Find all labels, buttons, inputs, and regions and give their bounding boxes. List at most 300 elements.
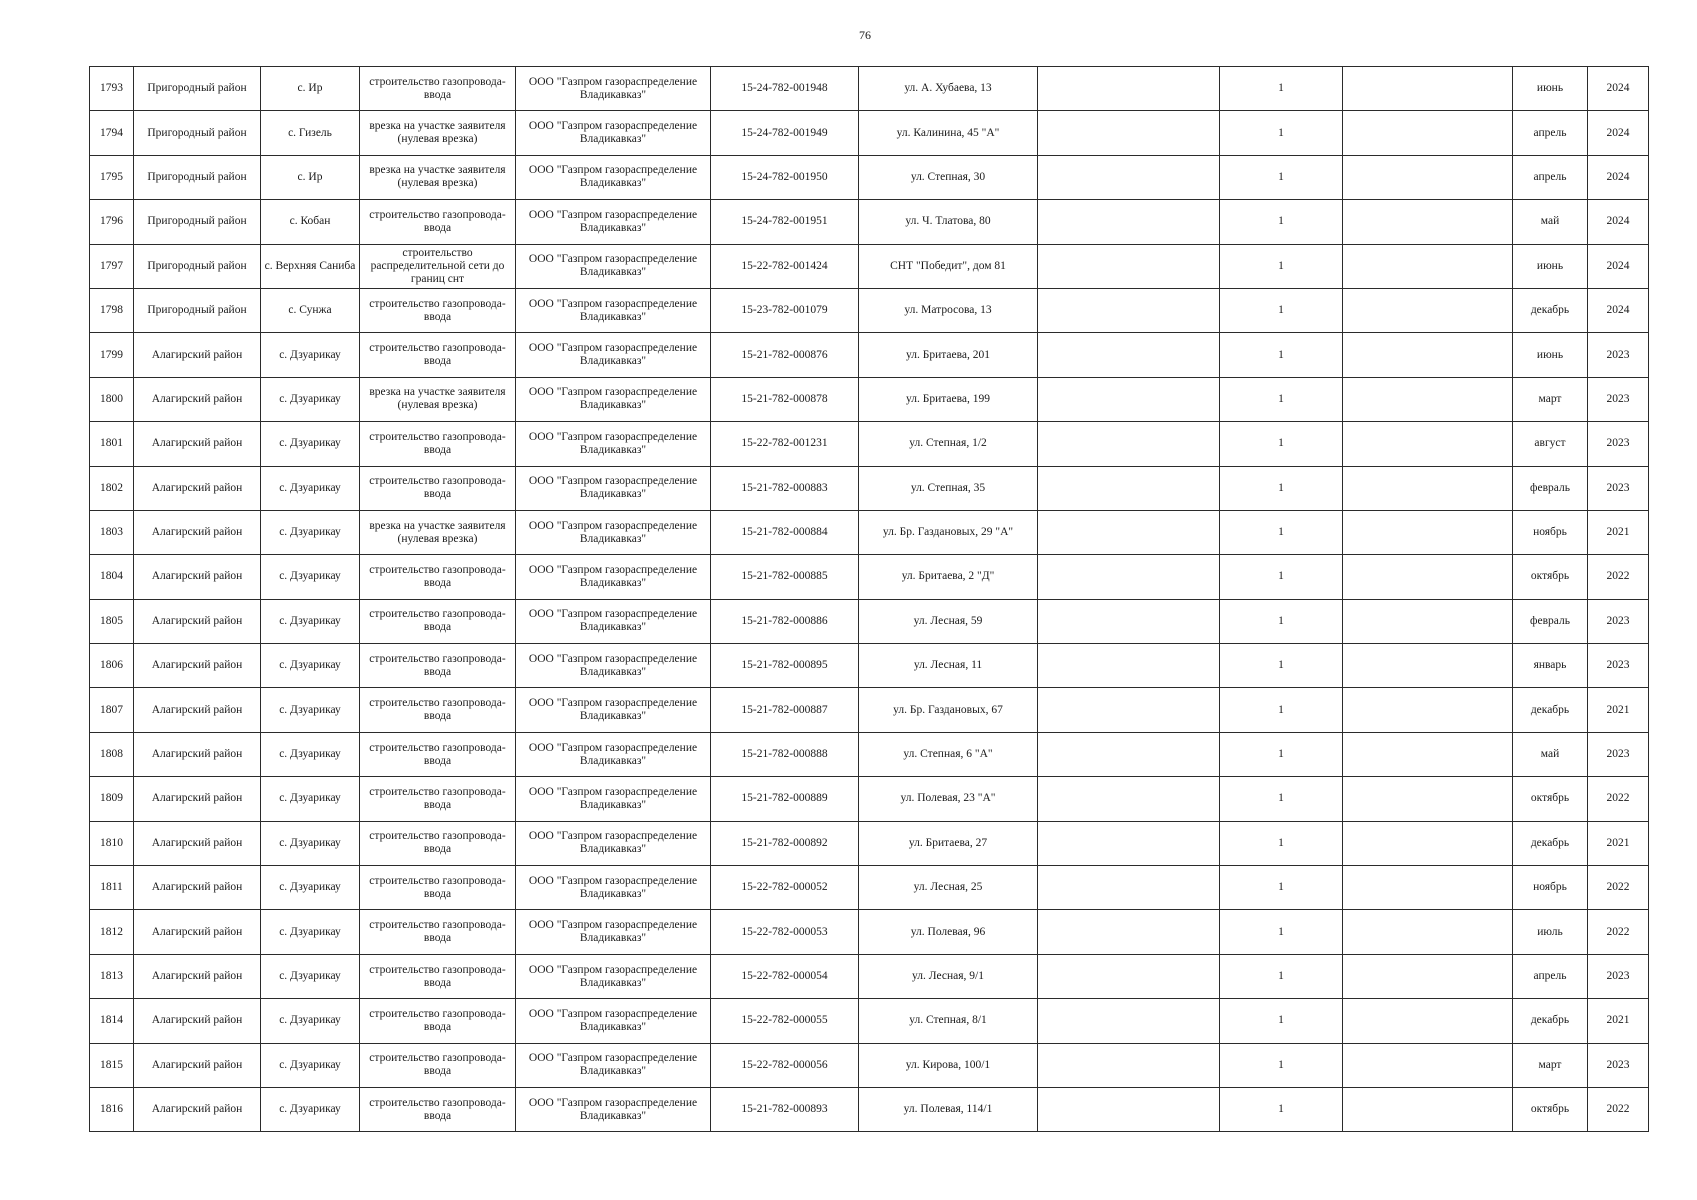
district-cell: Пригородный район (134, 67, 261, 111)
quantity-cell: 1 (1220, 422, 1343, 466)
row-number-cell: 1805 (90, 599, 134, 643)
work-type-cell: строительство газопровода-ввода (360, 644, 516, 688)
organization-cell: ООО "Газпром газораспределение Владикавказ" (516, 333, 711, 377)
quantity-cell: 1 (1220, 866, 1343, 910)
empty-cell-b (1343, 200, 1513, 244)
row-number-cell: 1810 (90, 821, 134, 865)
row-number-cell: 1796 (90, 200, 134, 244)
empty-cell-b (1343, 466, 1513, 510)
empty-cell-a (1038, 377, 1220, 421)
row-number-cell: 1802 (90, 466, 134, 510)
quantity-cell: 1 (1220, 200, 1343, 244)
organization-cell: ООО "Газпром газораспределение Владикавказ" (516, 644, 711, 688)
empty-cell-a (1038, 1087, 1220, 1131)
quantity-cell: 1 (1220, 777, 1343, 821)
empty-cell-a (1038, 200, 1220, 244)
row-number-cell: 1799 (90, 333, 134, 377)
month-cell: ноябрь (1513, 866, 1588, 910)
settlement-cell: с. Дзуарикау (261, 510, 360, 554)
year-cell: 2023 (1588, 422, 1649, 466)
table-row (90, 866, 1649, 910)
year-cell: 2024 (1588, 111, 1649, 155)
organization-cell: ООО "Газпром газораспределение Владикавказ" (516, 821, 711, 865)
district-cell: Алагирский район (134, 688, 261, 732)
table-row (90, 333, 1649, 377)
year-cell: 2023 (1588, 1043, 1649, 1087)
quantity-cell: 1 (1220, 954, 1343, 998)
work-type-cell: строительство газопровода-ввода (360, 200, 516, 244)
empty-cell-b (1343, 688, 1513, 732)
year-cell: 2023 (1588, 732, 1649, 776)
settlement-cell: с. Дзуарикау (261, 644, 360, 688)
month-cell: май (1513, 200, 1588, 244)
year-cell: 2023 (1588, 377, 1649, 421)
table-row (90, 821, 1649, 865)
district-cell: Алагирский район (134, 599, 261, 643)
address-cell: ул. Кирова, 100/1 (859, 1043, 1038, 1087)
address-cell: ул. Калинина, 45 "А" (859, 111, 1038, 155)
row-number-cell: 1804 (90, 555, 134, 599)
year-cell: 2024 (1588, 244, 1649, 288)
address-cell: ул. Степная, 6 "А" (859, 732, 1038, 776)
table-row (90, 688, 1649, 732)
row-number-cell: 1798 (90, 288, 134, 332)
month-cell: февраль (1513, 466, 1588, 510)
district-cell: Алагирский район (134, 866, 261, 910)
work-type-cell: строительство газопровода-ввода (360, 777, 516, 821)
quantity-cell: 1 (1220, 155, 1343, 199)
table-row (90, 422, 1649, 466)
settlement-cell: с. Верхняя Саниба (261, 244, 360, 288)
organization-cell: ООО "Газпром газораспределение Владикавказ" (516, 1043, 711, 1087)
empty-cell-b (1343, 599, 1513, 643)
application-number-cell: 15-21-782-000893 (711, 1087, 859, 1131)
month-cell: апрель (1513, 954, 1588, 998)
month-cell: июнь (1513, 67, 1588, 111)
organization-cell: ООО "Газпром газораспределение Владикавказ" (516, 732, 711, 776)
organization-cell: ООО "Газпром газораспределение Владикавказ" (516, 866, 711, 910)
address-cell: ул. Бритаева, 199 (859, 377, 1038, 421)
empty-cell-b (1343, 910, 1513, 954)
organization-cell: ООО "Газпром газораспределение Владикавказ" (516, 67, 711, 111)
application-number-cell: 15-21-782-000886 (711, 599, 859, 643)
settlement-cell: с. Дзуарикау (261, 599, 360, 643)
work-type-cell: строительство газопровода-ввода (360, 954, 516, 998)
district-cell: Пригородный район (134, 200, 261, 244)
month-cell: апрель (1513, 111, 1588, 155)
quantity-cell: 1 (1220, 644, 1343, 688)
address-cell: СНТ "Победит", дом 81 (859, 244, 1038, 288)
quantity-cell: 1 (1220, 1087, 1343, 1131)
empty-cell-b (1343, 732, 1513, 776)
empty-cell-b (1343, 67, 1513, 111)
row-number-cell: 1807 (90, 688, 134, 732)
settlement-cell: с. Дзуарикау (261, 866, 360, 910)
address-cell: ул. Степная, 30 (859, 155, 1038, 199)
organization-cell: ООО "Газпром газораспределение Владикавказ" (516, 510, 711, 554)
empty-cell-a (1038, 954, 1220, 998)
quantity-cell: 1 (1220, 510, 1343, 554)
empty-cell-a (1038, 67, 1220, 111)
quantity-cell: 1 (1220, 732, 1343, 776)
district-cell: Алагирский район (134, 644, 261, 688)
work-type-cell: строительство газопровода-ввода (360, 67, 516, 111)
organization-cell: ООО "Газпром газораспределение Владикавказ" (516, 422, 711, 466)
empty-cell-b (1343, 999, 1513, 1043)
application-number-cell: 15-24-782-001949 (711, 111, 859, 155)
empty-cell-b (1343, 821, 1513, 865)
month-cell: август (1513, 422, 1588, 466)
settlement-cell: с. Дзуарикау (261, 466, 360, 510)
empty-cell-a (1038, 644, 1220, 688)
empty-cell-a (1038, 555, 1220, 599)
table-row (90, 244, 1649, 288)
month-cell: март (1513, 1043, 1588, 1087)
district-cell: Алагирский район (134, 910, 261, 954)
row-number-cell: 1815 (90, 1043, 134, 1087)
month-cell: декабрь (1513, 821, 1588, 865)
quantity-cell: 1 (1220, 377, 1343, 421)
application-number-cell: 15-21-782-000892 (711, 821, 859, 865)
application-number-cell: 15-22-782-000052 (711, 866, 859, 910)
quantity-cell: 1 (1220, 288, 1343, 332)
organization-cell: ООО "Газпром газораспределение Владикавказ" (516, 155, 711, 199)
application-number-cell: 15-22-782-000056 (711, 1043, 859, 1087)
empty-cell-b (1343, 777, 1513, 821)
empty-cell-b (1343, 422, 1513, 466)
work-type-cell: врезка на участке заявителя (нулевая врезка) (360, 377, 516, 421)
work-type-cell: строительство газопровода-ввода (360, 333, 516, 377)
organization-cell: ООО "Газпром газораспределение Владикавказ" (516, 954, 711, 998)
table-row (90, 288, 1649, 332)
empty-cell-b (1343, 510, 1513, 554)
empty-cell-a (1038, 777, 1220, 821)
settlement-cell: с. Дзуарикау (261, 954, 360, 998)
address-cell: ул. Полевая, 96 (859, 910, 1038, 954)
empty-cell-a (1038, 1043, 1220, 1087)
row-number-cell: 1801 (90, 422, 134, 466)
work-type-cell: строительство газопровода-ввода (360, 910, 516, 954)
row-number-cell: 1793 (90, 67, 134, 111)
table-row (90, 644, 1649, 688)
table-row (90, 1087, 1649, 1131)
quantity-cell: 1 (1220, 1043, 1343, 1087)
month-cell: июнь (1513, 244, 1588, 288)
organization-cell: ООО "Газпром газораспределение Владикавказ" (516, 111, 711, 155)
month-cell: октябрь (1513, 777, 1588, 821)
application-number-cell: 15-22-782-000053 (711, 910, 859, 954)
table-row (90, 510, 1649, 554)
work-type-cell: врезка на участке заявителя (нулевая врезка) (360, 510, 516, 554)
empty-cell-a (1038, 599, 1220, 643)
quantity-cell: 1 (1220, 688, 1343, 732)
row-number-cell: 1808 (90, 732, 134, 776)
application-number-cell: 15-21-782-000878 (711, 377, 859, 421)
month-cell: январь (1513, 644, 1588, 688)
application-number-cell: 15-23-782-001079 (711, 288, 859, 332)
application-number-cell: 15-24-782-001948 (711, 67, 859, 111)
month-cell: декабрь (1513, 688, 1588, 732)
empty-cell-b (1343, 155, 1513, 199)
year-cell: 2023 (1588, 333, 1649, 377)
table-row (90, 999, 1649, 1043)
settlement-cell: с. Сунжа (261, 288, 360, 332)
application-number-cell: 15-21-782-000885 (711, 555, 859, 599)
district-cell: Алагирский район (134, 821, 261, 865)
quantity-cell: 1 (1220, 333, 1343, 377)
row-number-cell: 1809 (90, 777, 134, 821)
application-number-cell: 15-21-782-000889 (711, 777, 859, 821)
page-number: 76 (859, 28, 871, 42)
year-cell: 2023 (1588, 644, 1649, 688)
year-cell: 2022 (1588, 555, 1649, 599)
application-number-cell: 15-21-782-000884 (711, 510, 859, 554)
year-cell: 2021 (1588, 821, 1649, 865)
settlement-cell: с. Ир (261, 67, 360, 111)
table-row (90, 910, 1649, 954)
district-cell: Алагирский район (134, 777, 261, 821)
address-cell: ул. Полевая, 23 "А" (859, 777, 1038, 821)
empty-cell-a (1038, 732, 1220, 776)
empty-cell-a (1038, 155, 1220, 199)
empty-cell-a (1038, 422, 1220, 466)
table-row (90, 732, 1649, 776)
empty-cell-b (1343, 1043, 1513, 1087)
organization-cell: ООО "Газпром газораспределение Владикавказ" (516, 555, 711, 599)
district-cell: Алагирский район (134, 422, 261, 466)
address-cell: ул. А. Хубаева, 13 (859, 67, 1038, 111)
quantity-cell: 1 (1220, 111, 1343, 155)
empty-cell-a (1038, 466, 1220, 510)
year-cell: 2021 (1588, 999, 1649, 1043)
row-number-cell: 1816 (90, 1087, 134, 1131)
address-cell: ул. Лесная, 25 (859, 866, 1038, 910)
organization-cell: ООО "Газпром газораспределение Владикавказ" (516, 599, 711, 643)
quantity-cell: 1 (1220, 67, 1343, 111)
empty-cell-b (1343, 288, 1513, 332)
address-cell: ул. Степная, 35 (859, 466, 1038, 510)
application-number-cell: 15-24-782-001951 (711, 200, 859, 244)
organization-cell: ООО "Газпром газораспределение Владикавказ" (516, 288, 711, 332)
year-cell: 2022 (1588, 910, 1649, 954)
table-row (90, 555, 1649, 599)
work-type-cell: строительство газопровода-ввода (360, 999, 516, 1043)
year-cell: 2021 (1588, 510, 1649, 554)
year-cell: 2022 (1588, 1087, 1649, 1131)
quantity-cell: 1 (1220, 466, 1343, 510)
district-cell: Алагирский район (134, 999, 261, 1043)
settlement-cell: с. Дзуарикау (261, 910, 360, 954)
district-cell: Алагирский район (134, 466, 261, 510)
address-cell: ул. Бритаева, 201 (859, 333, 1038, 377)
work-type-cell: строительство газопровода-ввода (360, 866, 516, 910)
empty-cell-b (1343, 555, 1513, 599)
address-cell: ул. Матросова, 13 (859, 288, 1038, 332)
table-row (90, 1043, 1649, 1087)
application-number-cell: 15-21-782-000895 (711, 644, 859, 688)
empty-cell-b (1343, 954, 1513, 998)
district-cell: Алагирский район (134, 732, 261, 776)
organization-cell: ООО "Газпром газораспределение Владикавказ" (516, 200, 711, 244)
district-cell: Алагирский район (134, 1043, 261, 1087)
settlement-cell: с. Кобан (261, 200, 360, 244)
year-cell: 2023 (1588, 466, 1649, 510)
settlement-cell: с. Дзуарикау (261, 1043, 360, 1087)
address-cell: ул. Бритаева, 2 "Д" (859, 555, 1038, 599)
row-number-cell: 1811 (90, 866, 134, 910)
work-type-cell: строительство распределительной сети до границ снт (360, 244, 516, 288)
empty-cell-a (1038, 288, 1220, 332)
table-row (90, 200, 1649, 244)
gasification-registry-table (89, 66, 1649, 1132)
application-number-cell: 15-21-782-000876 (711, 333, 859, 377)
month-cell: май (1513, 732, 1588, 776)
month-cell: июнь (1513, 333, 1588, 377)
quantity-cell: 1 (1220, 999, 1343, 1043)
work-type-cell: строительство газопровода-ввода (360, 599, 516, 643)
year-cell: 2024 (1588, 288, 1649, 332)
table-row (90, 954, 1649, 998)
month-cell: март (1513, 377, 1588, 421)
year-cell: 2024 (1588, 200, 1649, 244)
quantity-cell: 1 (1220, 555, 1343, 599)
address-cell: ул. Бр. Газдановых, 29 "А" (859, 510, 1038, 554)
application-number-cell: 15-22-782-001424 (711, 244, 859, 288)
settlement-cell: с. Дзуарикау (261, 1087, 360, 1131)
row-number-cell: 1794 (90, 111, 134, 155)
application-number-cell: 15-22-782-000054 (711, 954, 859, 998)
month-cell: декабрь (1513, 999, 1588, 1043)
settlement-cell: с. Ир (261, 155, 360, 199)
empty-cell-b (1343, 111, 1513, 155)
organization-cell: ООО "Газпром газораспределение Владикавказ" (516, 377, 711, 421)
address-cell: ул. Лесная, 59 (859, 599, 1038, 643)
settlement-cell: с. Дзуарикау (261, 777, 360, 821)
application-number-cell: 15-21-782-000887 (711, 688, 859, 732)
district-cell: Пригородный район (134, 111, 261, 155)
district-cell: Алагирский район (134, 1087, 261, 1131)
quantity-cell: 1 (1220, 599, 1343, 643)
year-cell: 2024 (1588, 155, 1649, 199)
settlement-cell: с. Дзуарикау (261, 377, 360, 421)
table-row (90, 111, 1649, 155)
year-cell: 2023 (1588, 954, 1649, 998)
table-row (90, 466, 1649, 510)
settlement-cell: с. Дзуарикау (261, 999, 360, 1043)
row-number-cell: 1806 (90, 644, 134, 688)
address-cell: ул. Ч. Тлатова, 80 (859, 200, 1038, 244)
settlement-cell: с. Дзуарикау (261, 821, 360, 865)
address-cell: ул. Лесная, 9/1 (859, 954, 1038, 998)
district-cell: Пригородный район (134, 288, 261, 332)
settlement-cell: с. Дзуарикау (261, 333, 360, 377)
row-number-cell: 1797 (90, 244, 134, 288)
district-cell: Алагирский район (134, 333, 261, 377)
empty-cell-a (1038, 821, 1220, 865)
month-cell: октябрь (1513, 1087, 1588, 1131)
month-cell: декабрь (1513, 288, 1588, 332)
organization-cell: ООО "Газпром газораспределение Владикавказ" (516, 244, 711, 288)
empty-cell-b (1343, 333, 1513, 377)
district-cell: Алагирский район (134, 954, 261, 998)
row-number-cell: 1800 (90, 377, 134, 421)
empty-cell-b (1343, 644, 1513, 688)
year-cell: 2024 (1588, 67, 1649, 111)
table-row (90, 777, 1649, 821)
application-number-cell: 15-22-782-001231 (711, 422, 859, 466)
table-row (90, 599, 1649, 643)
work-type-cell: строительство газопровода-ввода (360, 732, 516, 776)
year-cell: 2022 (1588, 777, 1649, 821)
organization-cell: ООО "Газпром газораспределение Владикавказ" (516, 688, 711, 732)
work-type-cell: строительство газопровода-ввода (360, 422, 516, 466)
year-cell: 2023 (1588, 599, 1649, 643)
application-number-cell: 15-24-782-001950 (711, 155, 859, 199)
row-number-cell: 1813 (90, 954, 134, 998)
application-number-cell: 15-22-782-000055 (711, 999, 859, 1043)
table-row (90, 155, 1649, 199)
work-type-cell: строительство газопровода-ввода (360, 688, 516, 732)
organization-cell: ООО "Газпром газораспределение Владикавказ" (516, 1087, 711, 1131)
address-cell: ул. Бр. Газдановых, 67 (859, 688, 1038, 732)
work-type-cell: строительство газопровода-ввода (360, 555, 516, 599)
quantity-cell: 1 (1220, 244, 1343, 288)
settlement-cell: с. Дзуарикау (261, 422, 360, 466)
month-cell: июль (1513, 910, 1588, 954)
work-type-cell: врезка на участке заявителя (нулевая врезка) (360, 111, 516, 155)
row-number-cell: 1812 (90, 910, 134, 954)
table-row (90, 377, 1649, 421)
address-cell: ул. Степная, 8/1 (859, 999, 1038, 1043)
district-cell: Пригородный район (134, 155, 261, 199)
work-type-cell: строительство газопровода-ввода (360, 288, 516, 332)
empty-cell-a (1038, 866, 1220, 910)
row-number-cell: 1814 (90, 999, 134, 1043)
settlement-cell: с. Дзуарикау (261, 688, 360, 732)
organization-cell: ООО "Газпром газораспределение Владикавказ" (516, 466, 711, 510)
empty-cell-a (1038, 999, 1220, 1043)
quantity-cell: 1 (1220, 910, 1343, 954)
row-number-cell: 1795 (90, 155, 134, 199)
address-cell: ул. Степная, 1/2 (859, 422, 1038, 466)
application-number-cell: 15-21-782-000888 (711, 732, 859, 776)
empty-cell-a (1038, 244, 1220, 288)
application-number-cell: 15-21-782-000883 (711, 466, 859, 510)
district-cell: Пригородный район (134, 244, 261, 288)
address-cell: ул. Лесная, 11 (859, 644, 1038, 688)
address-cell: ул. Полевая, 114/1 (859, 1087, 1038, 1131)
row-number-cell: 1803 (90, 510, 134, 554)
month-cell: апрель (1513, 155, 1588, 199)
work-type-cell: строительство газопровода-ввода (360, 1087, 516, 1131)
address-cell: ул. Бритаева, 27 (859, 821, 1038, 865)
empty-cell-b (1343, 377, 1513, 421)
settlement-cell: с. Гизель (261, 111, 360, 155)
organization-cell: ООО "Газпром газораспределение Владикавказ" (516, 910, 711, 954)
organization-cell: ООО "Газпром газораспределение Владикавказ" (516, 999, 711, 1043)
work-type-cell: строительство газопровода-ввода (360, 821, 516, 865)
work-type-cell: врезка на участке заявителя (нулевая врезка) (360, 155, 516, 199)
table-row (90, 67, 1649, 111)
empty-cell-a (1038, 111, 1220, 155)
empty-cell-a (1038, 510, 1220, 554)
district-cell: Алагирский район (134, 555, 261, 599)
year-cell: 2021 (1588, 688, 1649, 732)
district-cell: Алагирский район (134, 510, 261, 554)
settlement-cell: с. Дзуарикау (261, 732, 360, 776)
month-cell: ноябрь (1513, 510, 1588, 554)
empty-cell-a (1038, 333, 1220, 377)
